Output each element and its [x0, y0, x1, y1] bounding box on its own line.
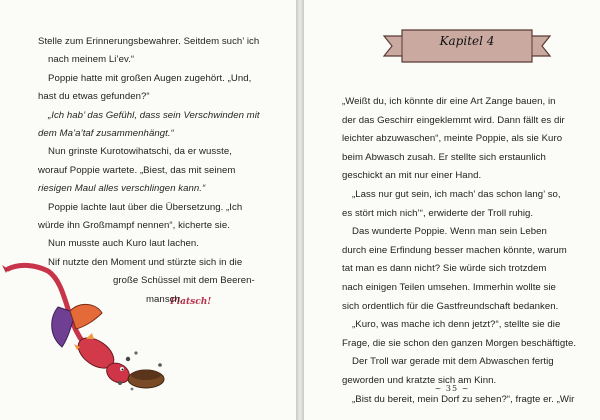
text-line: „Lass nur gut sein, ich mach’ das schon lang’ so, [352, 189, 561, 200]
text-line: Stelle zum Erinnerungsbewahrer. Seitdem such’ ich [38, 36, 260, 47]
left-page [0, 0, 296, 420]
text-line: durch eine Erfindung besser machen könnte, warum [342, 244, 567, 256]
text-line: riesigen Maul alles verschlingen kann.“ [38, 183, 206, 195]
text-line: hast du etwas gefunden?“ [38, 91, 150, 103]
text-line: „Ich hab’ das Gefühl, dass sein Verschwinden mit [48, 109, 260, 121]
text-line: Poppie lachte laut über die Übersetzung. „Ich [48, 201, 243, 213]
text-line: „Kuro, was mache ich denn jetzt?“, stellte sie die [352, 319, 561, 331]
text-line: „Bist du bereit, mein Dorf zu sehen?“, fragte er. „Wir [352, 393, 575, 405]
text-line: mansch. [146, 293, 183, 305]
text-line: Poppie hatte mit großen Augen zugehört. „Und, [48, 72, 252, 84]
text-line: würde ihn Großmampf nennen“, kicherte sie. [38, 220, 230, 231]
text-line: worauf Poppie wartete. „Biest, das mit seinem [38, 164, 236, 176]
text-line: der das Geschirr eingeklemmt wird. Dann fällt es dir [342, 114, 565, 126]
text-line: nach meinem Li’ev.“ [48, 54, 135, 66]
text-line: beim Abwasch zusah. Er stellte sich erstaunlich [342, 151, 546, 163]
text-line: große Schüssel mit dem Beeren- [113, 275, 255, 287]
right-page [304, 0, 600, 420]
text-line: Der Troll war gerade mit dem Abwaschen fertig [352, 356, 554, 368]
text-line: Frage, die sie schon den ganzen Morgen beschäftigte. [342, 337, 577, 349]
chapter-title: Kapitel 4 [439, 34, 495, 48]
text-line: Nun grinste Kurotowihatschi, da er wusste, [48, 146, 232, 158]
text-line: tat man es dann nicht? Sie würde sich trotzdem [342, 263, 547, 275]
text-line: geworden und kratzte sich am Kinn. [342, 375, 497, 386]
book-gutter [296, 0, 304, 420]
text-line: geschickt an mit nur einer Hand. [342, 170, 482, 182]
text-line: es stört mich nich’“, erwiderte der Troll ruhig. [342, 207, 534, 219]
text-line: Nif nutzte den Moment und stürzte sich in die [48, 256, 243, 268]
page-number: ~ 35 ~ [434, 384, 470, 393]
text-line: Nun musste auch Kuro laut lachen. [48, 238, 199, 250]
text-line: Das wunderte Poppie. Wenn man sein Leben [352, 226, 547, 238]
text-line: dem Ma’a’taf zusammenhängt.“ [38, 128, 174, 139]
text-line: sich ordentlich für die Gastfreundschaft bedanken. [342, 300, 559, 312]
text-line: nach einigen Teilen umsehen. Immerhin wollte sie [342, 282, 556, 293]
text-line: leichter abzuwaschen“, meinte Poppie, als sie Kuro [342, 133, 563, 145]
text-line: „Weißt du, ich könnte dir eine Art Zange bauen, in [342, 96, 556, 107]
sound-effect-text: Platsch! [170, 297, 212, 307]
